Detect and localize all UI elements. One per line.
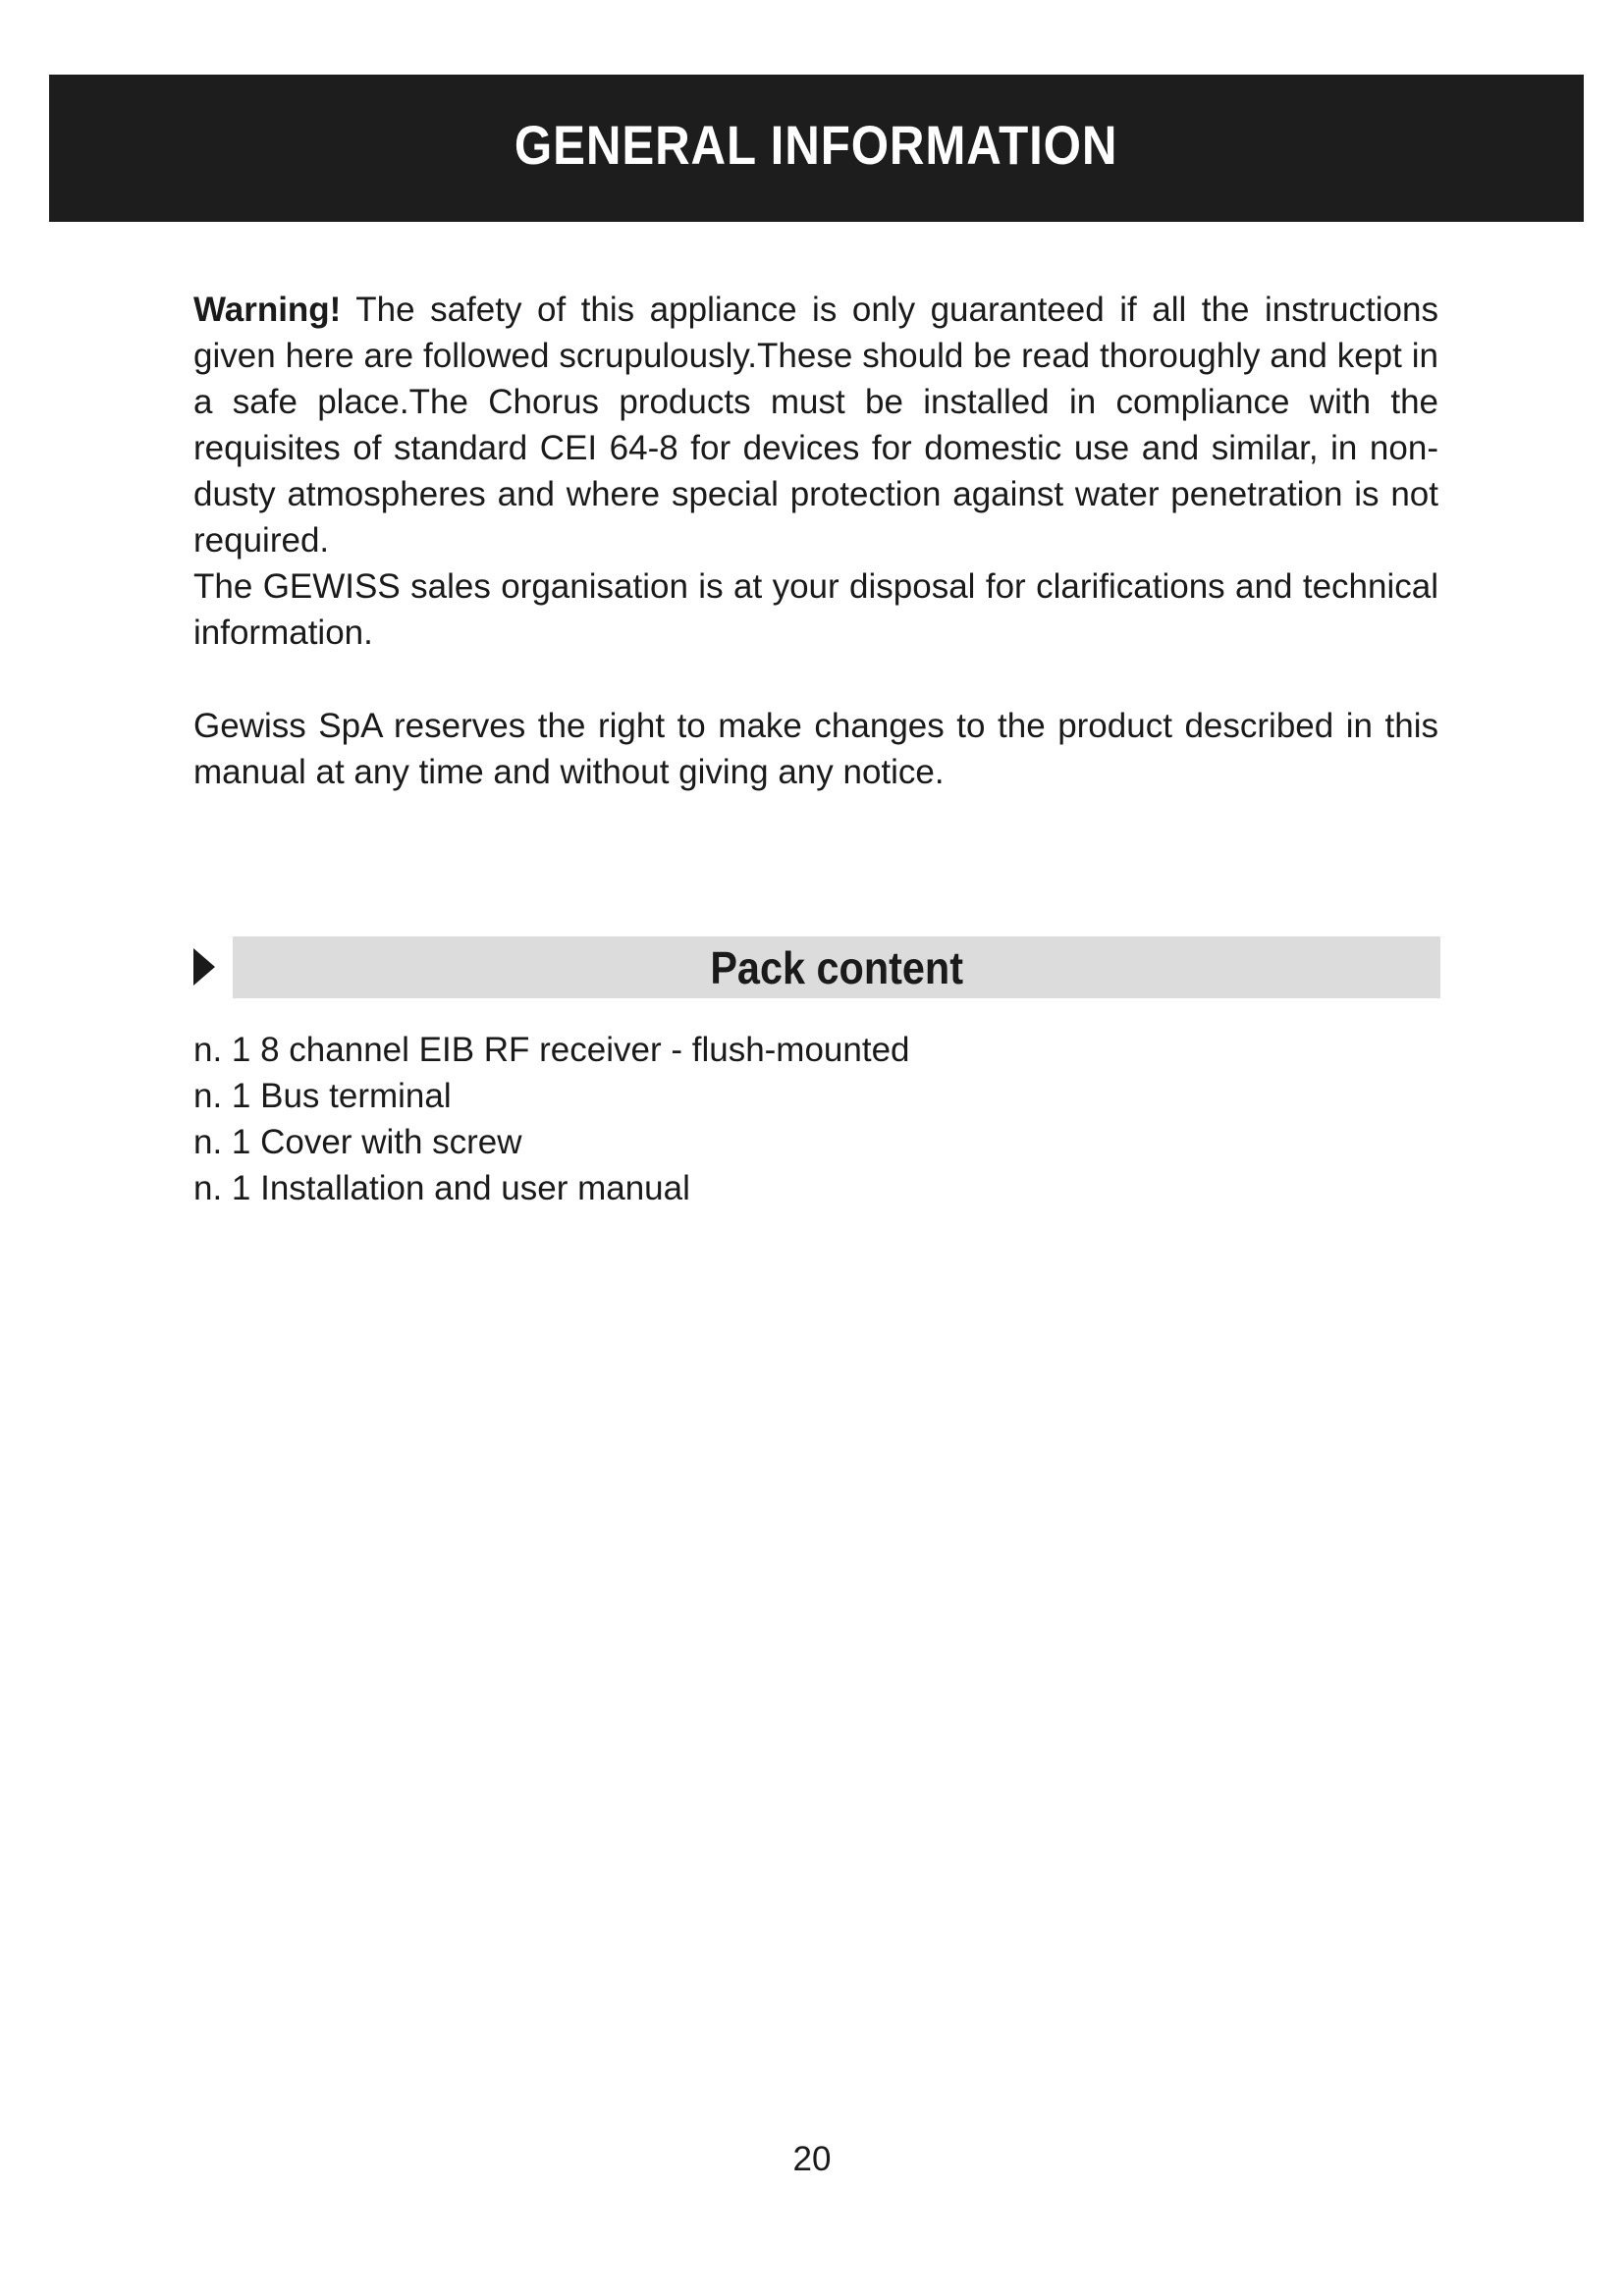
- warning-section: [193, 287, 1438, 656]
- reserve-paragraph: Gewiss SpA reserves the right to make changes to the product described in this manual at any time and without giving any notice.: [193, 707, 1438, 791]
- pack-content-list: [193, 1027, 910, 1211]
- warning-text: The safety of this appliance is only guaranteed if all the instructions given here are followed scrupulously.These should be read thoroughly and kept in a safe place.The Chorus products must be installed in compliance with the requisites of standard CEI 64-8 for devices for domestic use and similar, in non-dusty atmospheres and where special protection against water penetration is not required.: [193, 291, 1438, 560]
- list-item: n. 1 Cover with screw: [193, 1123, 522, 1161]
- header-band: [49, 75, 1584, 222]
- list-item: n. 1 Installation and user manual: [193, 1169, 690, 1207]
- warning-paragraph: [193, 287, 1438, 563]
- section-title: Pack content: [710, 941, 963, 993]
- page-title: GENERAL INFORMATION: [514, 113, 1118, 176]
- list-item: n. 1 8 channel EIB RF receiver - flush-mounted: [193, 1031, 910, 1069]
- page-number: 20: [792, 2140, 832, 2178]
- list-item: n. 1 Bus terminal: [193, 1077, 452, 1115]
- triangle-right-icon: [193, 948, 215, 986]
- reserve-section: [193, 703, 1438, 795]
- pack-content-heading: [193, 936, 1440, 998]
- section-band: [233, 936, 1440, 998]
- sales-organisation-paragraph: The GEWISS sales organisation is at your disposal for clarifications and technical information.: [193, 567, 1438, 652]
- warning-label: Warning!: [193, 291, 342, 329]
